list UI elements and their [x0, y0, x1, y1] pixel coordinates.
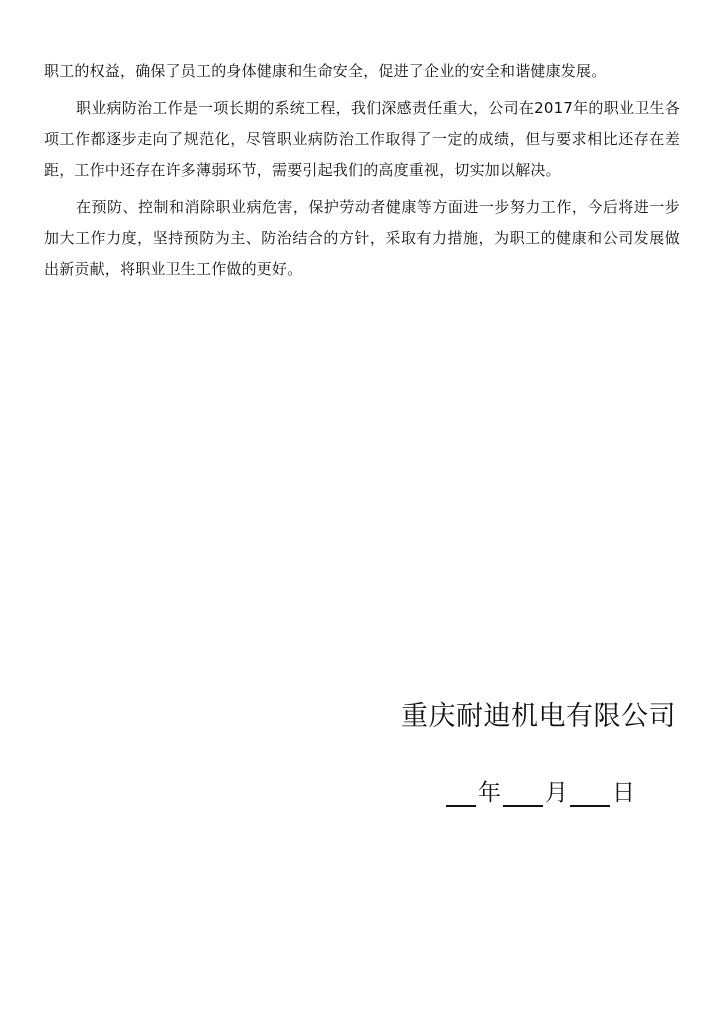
company-signature: 重庆耐迪机电有限公司 [401, 701, 676, 732]
date-line [444, 774, 635, 807]
year-label: 年 [478, 780, 501, 806]
day-label: 日 [612, 780, 635, 806]
paragraph-continued: 职工的权益，确保了员工的身体健康和生命安全，促进了企业的安全和谐健康发展。 [44, 62, 607, 80]
day-blank [570, 785, 610, 807]
month-blank [503, 785, 543, 807]
year-blank [446, 785, 476, 807]
month-label: 月 [545, 780, 568, 806]
paragraph-work-summary: 职业病防治工作是一项长期的系统工程，我们深感责任重大，公司在2017年的职业卫生各项工作都逐步走向了规范化，尽管职业病防治工作取得了一定的成绩，但与要求相比还存在差距，工作中还存在许多薄弱环节，需要引起我们的高度重视，切实加以解决。 [44, 99, 680, 179]
paragraph-future-plan: 在预防、控制和消除职业病危害，保护劳动者健康等方面进一步努力工作，今后将进一步加大工作力度，坚持预防为主、防治结合的方针，采取有力措施，为职工的健康和公司发展做出新贡献，将职业卫生工作做的更好。 [44, 198, 680, 278]
document-body [44, 56, 680, 291]
